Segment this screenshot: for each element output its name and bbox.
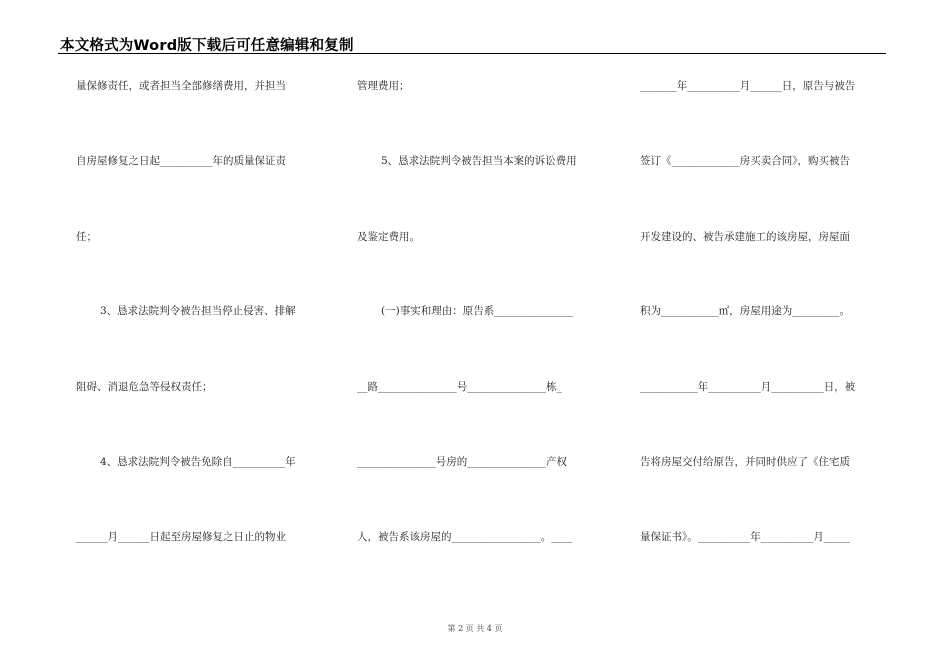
text-line: __路_______________号_______________栋_ — [357, 381, 562, 393]
header-divider — [58, 53, 886, 54]
text-line: 5、恳求法院判令被告担当本案的诉讼费用 — [381, 155, 577, 167]
text-line: 签订《_____________房买卖合同》，购买被告 — [640, 155, 850, 167]
page-number: 第 2 页 共 4 页 — [447, 624, 503, 633]
text-line: 开发建设的、被告承建施工的该房屋，房屋面 — [640, 231, 850, 243]
text-line: 3、恳求法院判令被告担当停止侵害、排解 — [100, 305, 296, 317]
text-line: 4、恳求法院判令被告免除自__________年 — [100, 456, 296, 468]
text-line: 人，被告系该房屋的_________________。____ — [357, 531, 573, 543]
text-line: ___________年__________月__________日，被 — [640, 381, 856, 393]
text-line: 积为___________㎡，房屋用途为_________。 — [640, 305, 850, 317]
text-line: ______月______日起至房屋修复之日止的物业 — [76, 531, 286, 543]
text-line: 及鉴定费用。 — [357, 231, 420, 243]
text-line: 告将房屋交付给原告，并同时供应了《住宅质 — [640, 456, 850, 468]
text-line: 量保证书》。__________年__________月_____ — [640, 531, 850, 543]
text-line: _______________号房的_______________产权 — [357, 456, 567, 468]
text-line: 管理费用； — [357, 80, 410, 92]
text-line: 阻碍、消退危急等侵权责任； — [76, 381, 213, 393]
text-line: 量保修责任，或者担当全部修缮费用，并担当 — [76, 80, 286, 92]
document-header-title: 本文格式为Word版下载后可任意编辑和复制 — [60, 38, 354, 54]
text-line: _______年__________月______日，原告与被告 — [640, 80, 856, 92]
text-line: (一)事实和理由：原告系_______________ — [381, 305, 573, 317]
text-line: 自房屋修复之日起__________年的质量保证责 — [76, 155, 286, 167]
text-line: 任； — [76, 231, 97, 243]
